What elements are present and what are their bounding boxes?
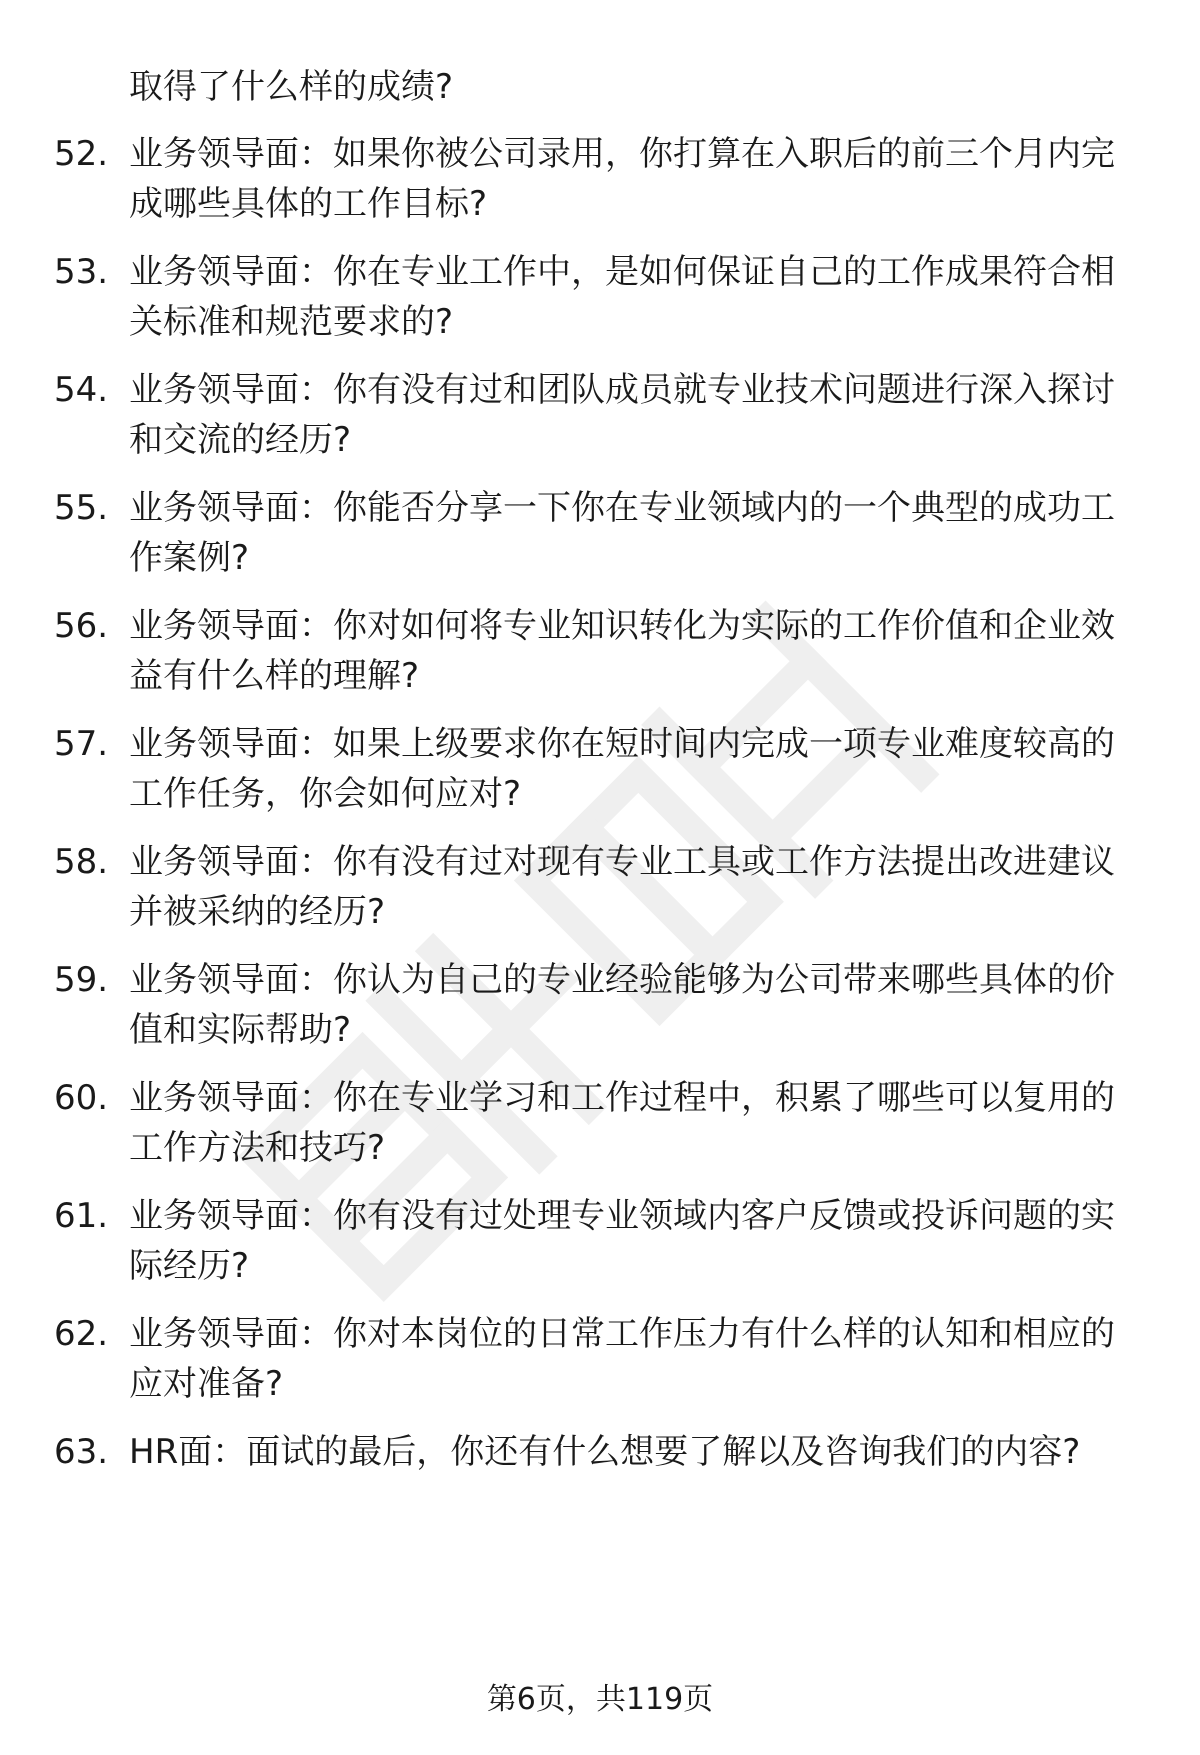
question-item bbox=[54, 129, 1144, 229]
question-item bbox=[54, 1427, 1144, 1477]
question-text: 业务领导面：你在专业工作中，是如何保证自己的工作成果符合相关标准和规范要求的? bbox=[129, 252, 1115, 342]
question-number: 60. bbox=[54, 1078, 109, 1118]
question-number: 62. bbox=[54, 1314, 109, 1354]
question-text: 业务领导面：你对本岗位的日常工作压力有什么样的认知和相应的应对准备? bbox=[129, 1314, 1115, 1404]
question-item bbox=[54, 247, 1144, 347]
question-text: 业务领导面：如果上级要求你在短时间内完成一项专业难度较高的工作任务，你会如何应对? bbox=[129, 724, 1115, 814]
question-item bbox=[54, 365, 1144, 465]
question-item bbox=[54, 955, 1144, 1055]
question-number: 53. bbox=[54, 252, 109, 292]
question-text: 业务领导面：你有没有过和团队成员就专业技术问题进行深入探讨和交流的经历? bbox=[129, 370, 1115, 460]
question-number: 56. bbox=[54, 606, 109, 646]
continued-question-text: 取得了什么样的成绩? bbox=[129, 67, 454, 107]
question-number: 57. bbox=[54, 724, 109, 764]
question-text: 业务领导面：你有没有过处理专业领域内客户反馈或投诉问题的实际经历? bbox=[129, 1196, 1115, 1286]
question-number: 59. bbox=[54, 960, 109, 1000]
question-text: 业务领导面：如果你被公司录用，你打算在入职后的前三个月内完成哪些具体的工作目标? bbox=[129, 134, 1115, 224]
question-item bbox=[54, 483, 1144, 583]
question-text: 业务领导面：你有没有过对现有专业工具或工作方法提出改进建议并被采纳的经历? bbox=[129, 842, 1115, 932]
question-number: 55. bbox=[54, 488, 109, 528]
question-text: 业务领导面：你认为自己的专业经验能够为公司带来哪些具体的价值和实际帮助? bbox=[129, 960, 1115, 1050]
question-number: 61. bbox=[54, 1196, 109, 1236]
question-item bbox=[54, 1073, 1144, 1173]
question-number: 63. bbox=[54, 1432, 109, 1472]
question-item bbox=[54, 837, 1144, 937]
question-item bbox=[54, 1309, 1144, 1409]
question-number: 52. bbox=[54, 134, 109, 174]
question-text: HR面：面试的最后，你还有什么想要了解以及咨询我们的内容? bbox=[129, 1432, 1081, 1472]
question-number: 54. bbox=[54, 370, 109, 410]
question-text: 业务领导面：你对如何将专业知识转化为实际的工作价值和企业效益有什么样的理解? bbox=[129, 606, 1115, 696]
question-item bbox=[54, 601, 1144, 701]
question-item bbox=[54, 719, 1144, 819]
question-item bbox=[54, 1191, 1144, 1291]
question-text: 业务领导面：你在专业学习和工作过程中，积累了哪些可以复用的工作方法和技巧? bbox=[129, 1078, 1115, 1168]
question-text: 业务领导面：你能否分享一下你在专业领域内的一个典型的成功工作案例? bbox=[129, 488, 1115, 578]
page-number-footer: 第6页，共119页 bbox=[486, 1682, 714, 1717]
question-number: 58. bbox=[54, 842, 109, 882]
